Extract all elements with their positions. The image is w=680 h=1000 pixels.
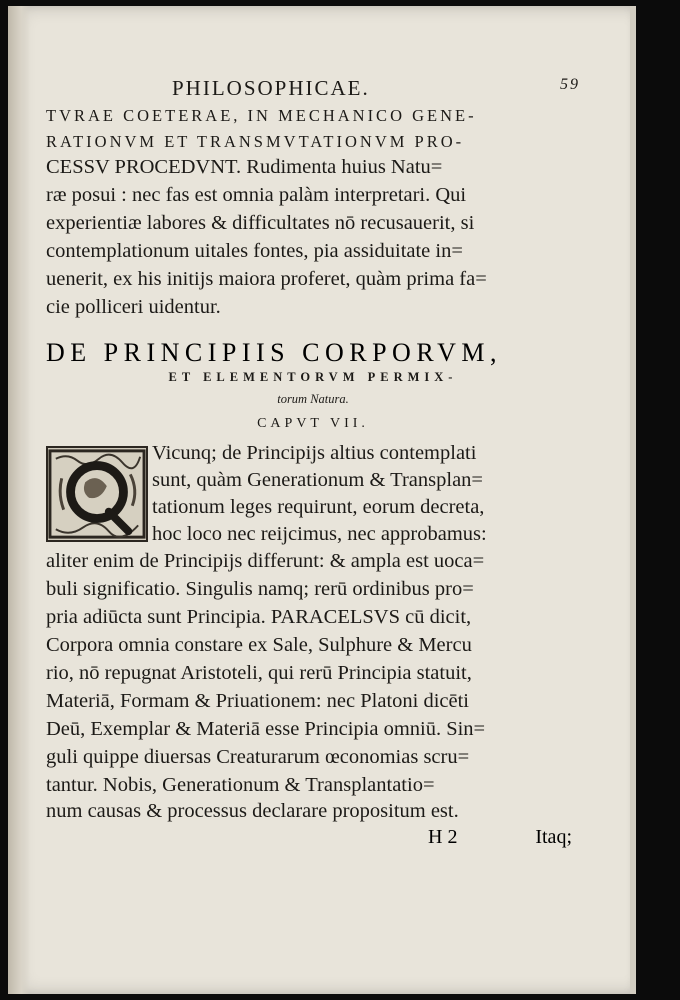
text-line: guli quippe diuersas Creaturarum œconomias scru=: [46, 746, 470, 768]
catchword: Itaq;: [535, 826, 572, 848]
text-line: experientiæ labores & difficultates nō recusauerit, si: [46, 212, 475, 234]
decorated-initial: [46, 446, 148, 542]
text-line: cie polliceri uidentur.: [46, 296, 221, 318]
text-line: ræ posui : nec fas est omnia palàm interpretari. Qui: [46, 184, 467, 206]
text-line: Vicunq; de Principijs altius contemplati: [152, 442, 477, 464]
subheading-line-2: torum Natura.: [277, 392, 349, 406]
page-gutter-shadow: [8, 6, 30, 994]
text-line: buli significatio. Singulis namq; rerū ordinibus pro=: [46, 578, 474, 600]
text-line: tationum leges requirunt, eorum decreta,: [152, 496, 485, 518]
text-line: CESSV PROCEDVNT. Rudimenta huius Natu=: [46, 156, 443, 178]
text-line: sunt, quàm Generationum & Transplan=: [152, 469, 483, 491]
text-line: aliter enim de Principijs differunt: & ampla est uoca=: [46, 550, 485, 572]
chapter-number: CAPVT VII.: [257, 416, 369, 431]
running-title: PHILOSOPHICAE.: [172, 76, 370, 100]
paragraph-2-indented: [152, 442, 582, 554]
text-line: num causas & processus declarare propositum est.: [46, 800, 459, 822]
page-edge: [630, 6, 636, 994]
text-line: uenerit, ex his initijs maiora proferet, quàm prima fa=: [46, 268, 487, 290]
text-line: Deū, Exemplar & Materiā esse Principia omniū. Sin=: [46, 718, 486, 740]
text-line: hoc loco nec reijcimus, nec approbamus:: [152, 523, 487, 545]
text-line: Corpora omnia constare ex Sale, Sulphure & Mercu: [46, 634, 472, 656]
folio-number: 59: [560, 76, 580, 93]
text-line: tantur. Nobis, Generationum & Transplantatio=: [46, 774, 435, 796]
text-line: RATIONVM ET TRANSMVTATIONVM PRO-: [46, 132, 465, 151]
chapter-heading: DE PRINCIPIIS CORPORVM,: [46, 338, 502, 367]
text-line: rio, nō repugnat Aristoteli, qui rerū Principia statuit,: [46, 662, 472, 684]
subheading-line-1: ET ELEMENTORVM PERMIX-: [168, 370, 458, 384]
text-line: TVRAE COETERAE, IN MECHANICO GENE-: [46, 106, 477, 125]
book-page: [8, 6, 636, 994]
woodcut-initial-icon: [48, 448, 146, 540]
text-line: Materiā, Formam & Priuationem: nec Platoni dicēti: [46, 690, 470, 712]
text-line: pria adiūcta sunt Principia. PARACELSVS cū dicit,: [46, 606, 472, 628]
signature-mark: H 2: [428, 826, 458, 848]
paragraph-2: [46, 550, 580, 830]
chapter-subheadings: [46, 6, 580, 436]
text-line: contemplationum uitales fontes, pia assiduitate in=: [46, 240, 463, 262]
